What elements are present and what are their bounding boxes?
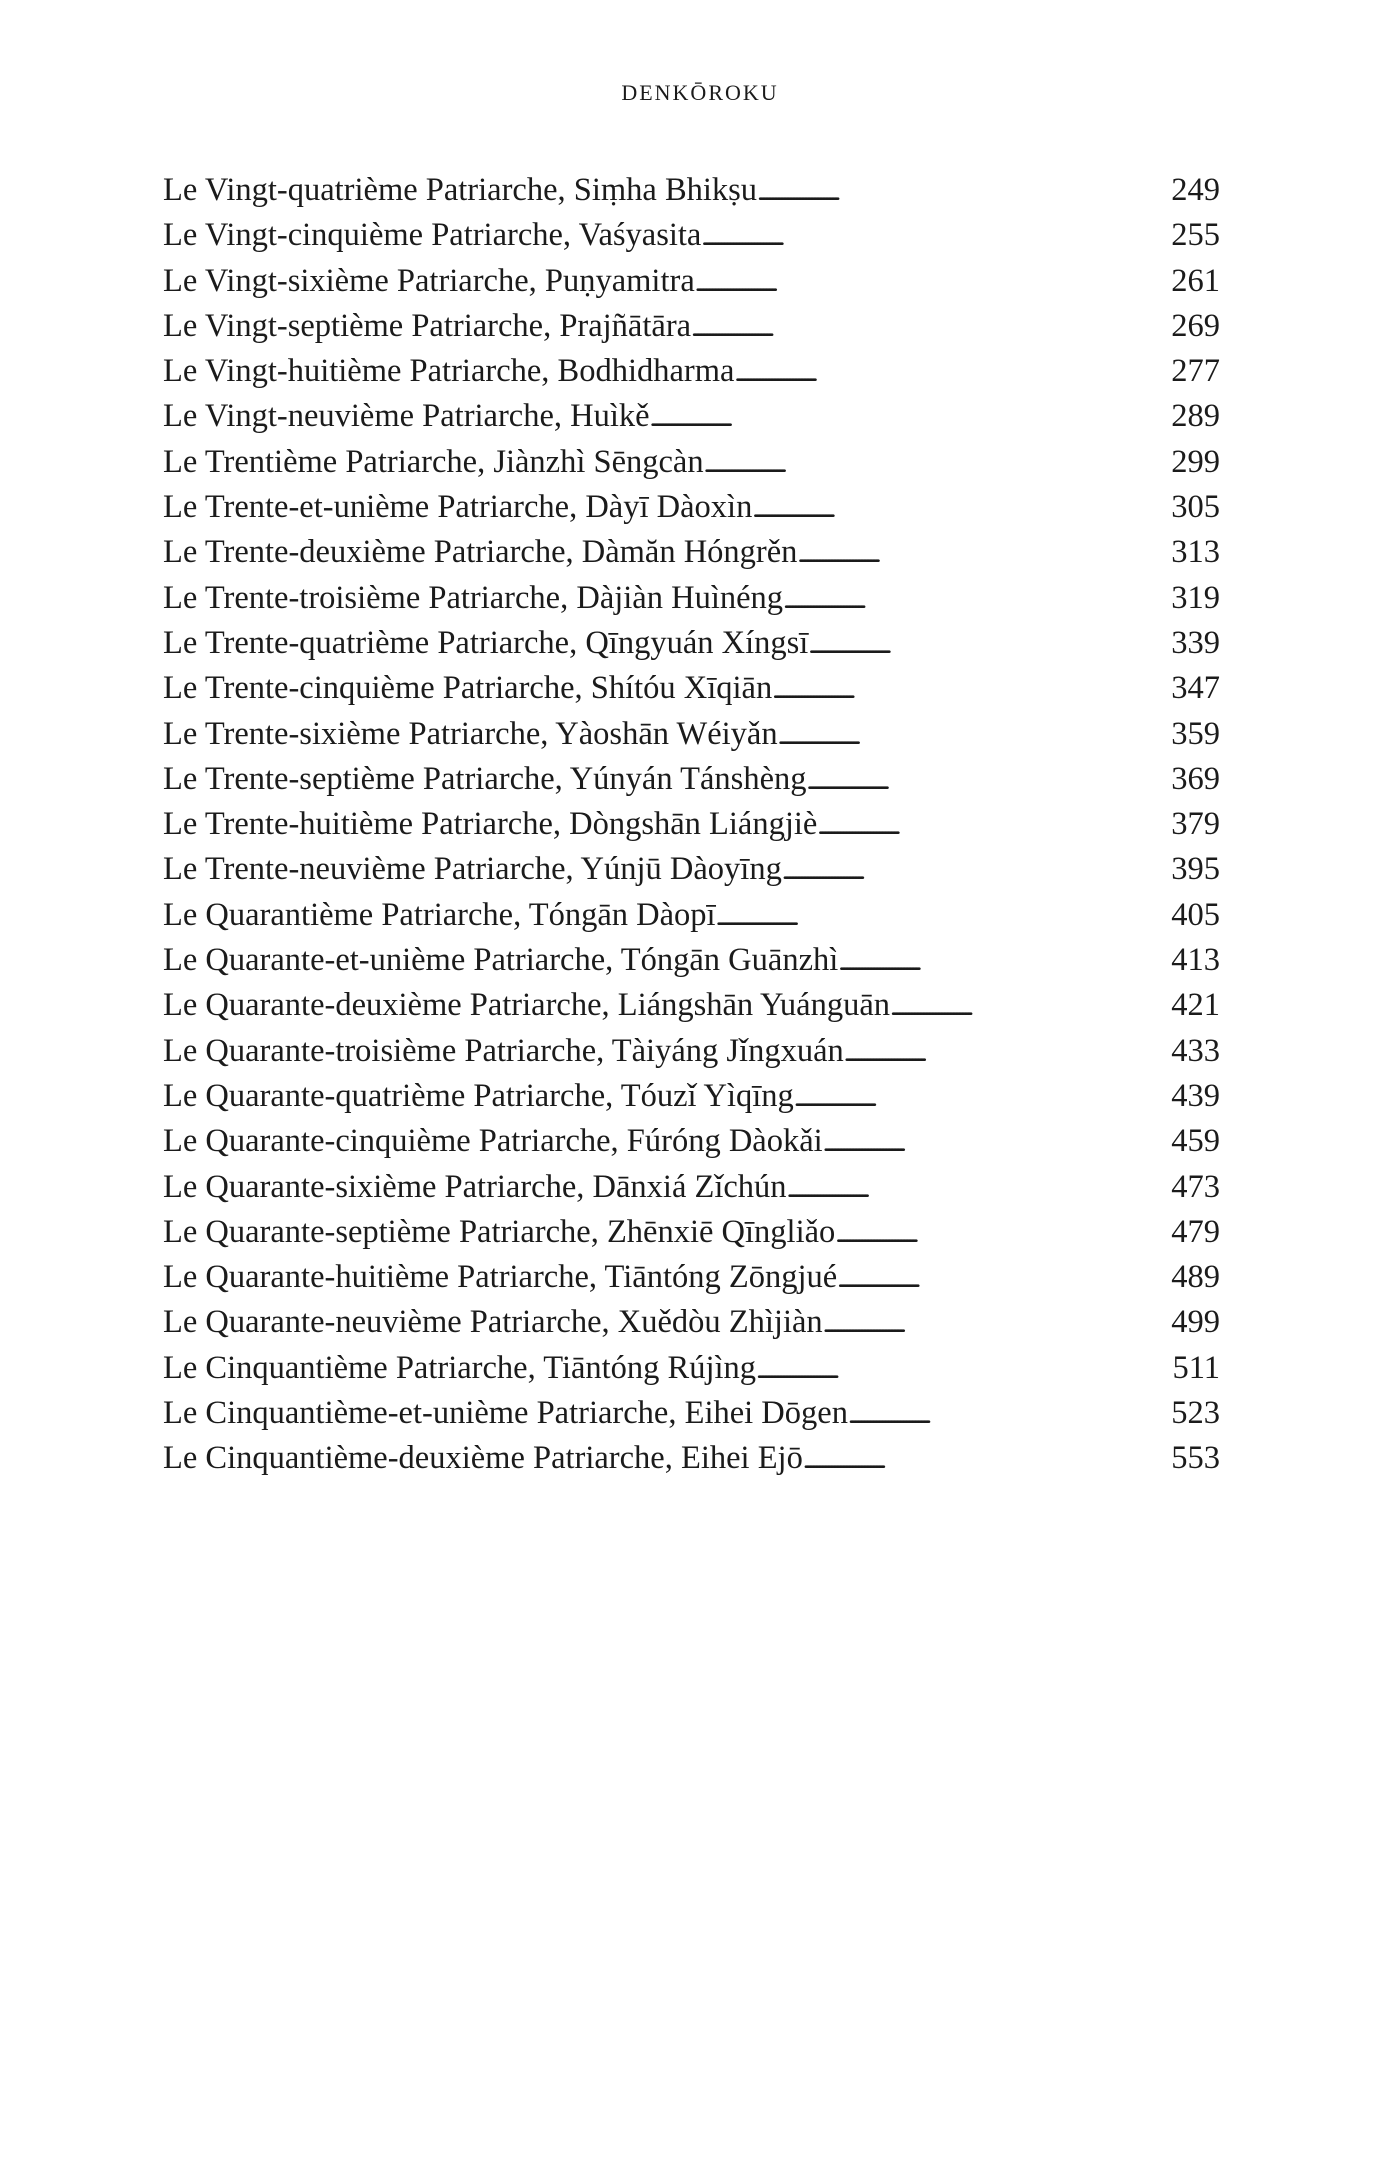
- toc-entry-page: 319: [1171, 579, 1220, 616]
- toc-entry-leader: [163, 1165, 1128, 1212]
- toc-entry-page: 479: [1171, 1213, 1220, 1250]
- toc-entry-page: 249: [1171, 172, 1220, 208]
- toc-entry-page: 379: [1171, 806, 1220, 843]
- toc-entry-title: Le Trente-neuvième Patriarche, Yúnjū Dàoyīng: [163, 851, 782, 888]
- toc-entry-leader: [163, 168, 1128, 215]
- toc-entry-leader: [163, 304, 1128, 351]
- toc-entry-leader: [163, 1436, 1128, 1483]
- toc-entry-title: Le Trente-troisième Patriarche, Dàjiàn Huìnéng: [163, 579, 784, 616]
- toc-entry-page: 339: [1171, 624, 1220, 661]
- toc-entry-page: 421: [1171, 987, 1220, 1024]
- toc-entry-title: Le Quarante-sixième Patriarche, Dānxiá Zǐchún: [163, 1168, 787, 1205]
- toc-entry: [163, 259, 1220, 304]
- toc-entry-title: Le Trentième Patriarche, Jiànzhì Sēngcàn: [163, 443, 704, 480]
- toc-entry-title: Le Quarante-deuxième Patriarche, Liángshān Yuánguān: [163, 987, 891, 1024]
- toc-entry-title: Le Vingt-cinquième Patriarche, Vaśyasita: [163, 217, 702, 254]
- toc-entry-title: Le Vingt-sixième Patriarche, Puṇyamitra: [163, 262, 695, 299]
- toc-entry-leader: [163, 802, 1128, 849]
- toc-entry: [163, 530, 1220, 575]
- toc-entry-page: 511: [1172, 1349, 1220, 1386]
- toc-entry: [163, 576, 1220, 621]
- toc-entry-leader: [163, 576, 1128, 623]
- toc-entry-leader: [163, 530, 1128, 577]
- toc-entry-leader: [163, 847, 1128, 894]
- toc-entry-leader: [163, 213, 1128, 260]
- toc-entry-page: 269: [1171, 307, 1220, 344]
- toc-entry: [163, 1119, 1220, 1164]
- toc-entry-title: Le Vingt-septième Patriarche, Prajñātāra: [163, 307, 692, 344]
- toc-entry: [163, 440, 1220, 485]
- toc-entry-leader: [163, 1346, 1128, 1393]
- toc-entry-leader: [163, 485, 1128, 532]
- toc-entry-page: 313: [1171, 534, 1220, 571]
- toc-entry-page: 369: [1171, 760, 1220, 797]
- toc-entry: [163, 349, 1220, 394]
- toc-entry: [163, 304, 1220, 349]
- toc-entry-leader: [163, 1255, 1128, 1302]
- toc-entry: [163, 893, 1220, 938]
- toc-entry-title: Le Trente-quatrième Patriarche, Qīngyuán Xíngsī: [163, 624, 809, 661]
- toc-entry-page: 523: [1171, 1395, 1220, 1432]
- running-head: DENKŌROKU: [621, 80, 779, 105]
- toc-entry-leader: [163, 983, 1128, 1030]
- toc-entry-leader: [163, 1074, 1128, 1121]
- toc-entry-title: Le Cinquantième Patriarche, Tiāntóng Rújìng: [163, 1349, 757, 1386]
- toc-entry-leader: [163, 757, 1128, 804]
- toc-entry: [163, 757, 1220, 802]
- toc-entry-title: Le Quarante-huitième Patriarche, Tiāntóng Zōngjué: [163, 1259, 838, 1296]
- toc-entry-page: 289: [1171, 398, 1220, 435]
- toc-entry-title: Le Trente-cinquième Patriarche, Shítóu Xīqiān: [163, 670, 773, 707]
- toc-entry: [163, 394, 1220, 439]
- toc-entry-title: Le Trente-et-unième Patriarche, Dàyī Dàoxìn: [163, 489, 753, 526]
- toc-entry-leader: [163, 621, 1128, 668]
- toc-entry-title: Le Quarante-troisième Patriarche, Tàiyáng Jǐngxuán: [163, 1032, 844, 1069]
- toc-entry: [163, 1346, 1220, 1391]
- toc-entry-page: 473: [1171, 1168, 1220, 1205]
- toc-entry-page: 413: [1171, 942, 1220, 979]
- toc-entry-leader: [163, 1119, 1128, 1166]
- toc-entry: [163, 712, 1220, 757]
- toc-entry-page: 553: [1171, 1440, 1220, 1477]
- toc-entry-page: 433: [1171, 1032, 1220, 1069]
- toc-entry: [163, 1210, 1220, 1255]
- toc-entry: [163, 938, 1220, 983]
- toc-entry-page: 305: [1171, 489, 1220, 526]
- toc-entry: [163, 1436, 1220, 1481]
- toc-entry-page: 299: [1171, 443, 1220, 480]
- toc-entry: [163, 168, 1220, 213]
- toc-entry: [163, 1165, 1220, 1210]
- toc-entry-page: 459: [1171, 1123, 1220, 1160]
- toc-entry: [163, 983, 1220, 1028]
- toc-entry-page: 359: [1171, 715, 1220, 752]
- toc-entry: [163, 1255, 1220, 1300]
- toc-entry-title: Le Trente-huitième Patriarche, Dòngshān Liángjiè: [163, 806, 818, 843]
- toc-entry-leader: [163, 440, 1128, 487]
- toc-entry-title: Le Cinquantième-et-unième Patriarche, Eihei Dōgen: [163, 1395, 848, 1432]
- toc-entry-title: Le Quarante-quatrième Patriarche, Tóuzǐ Yìqīng: [163, 1077, 794, 1114]
- toc-entry: [163, 1300, 1220, 1345]
- toc-entry-leader: [163, 1300, 1128, 1347]
- toc-entry-title: Le Cinquantième-deuxième Patriarche, Eihei Ejō: [163, 1440, 803, 1477]
- toc-entry-leader: [163, 1029, 1128, 1076]
- toc-entry-leader: [163, 712, 1128, 759]
- toc-entry-leader: [163, 666, 1128, 713]
- toc-entry-title: Le Quarante-neuvième Patriarche, Xuědòu Zhìjiàn: [163, 1304, 823, 1341]
- toc-entry-title: Le Trente-sixième Patriarche, Yàoshān Wéiyǎn: [163, 715, 778, 752]
- toc-entry-page: 261: [1171, 262, 1220, 299]
- toc-entry: [163, 485, 1220, 530]
- toc-entry-leader: [163, 1391, 1128, 1438]
- table-of-contents: [163, 168, 1220, 1482]
- toc-entry: [163, 1029, 1220, 1074]
- toc-entry-page: 439: [1171, 1077, 1220, 1114]
- toc-entry: [163, 213, 1220, 258]
- toc-entry-title: Le Quarante-cinquième Patriarche, Fúróng Dàokǎi: [163, 1123, 823, 1160]
- toc-entry-title: Le Vingt-huitième Patriarche, Bodhidharma: [163, 353, 735, 390]
- toc-entry-leader: [163, 938, 1128, 985]
- toc-entry-page: 347: [1171, 670, 1220, 707]
- toc-entry-page: 395: [1171, 851, 1220, 888]
- toc-entry-leader: [163, 349, 1128, 396]
- toc-entry-page: 277: [1171, 353, 1220, 390]
- toc-entry-title: Le Trente-deuxième Patriarche, Dàmăn Hóngrěn: [163, 534, 798, 571]
- toc-entry-title: Le Quarante-septième Patriarche, Zhēnxiē Qīngliǎo: [163, 1213, 836, 1250]
- toc-entry-page: 489: [1171, 1259, 1220, 1296]
- toc-entry-page: 405: [1171, 896, 1220, 933]
- toc-entry-page: 255: [1171, 217, 1220, 254]
- toc-entry: [163, 666, 1220, 711]
- toc-entry: [163, 1074, 1220, 1119]
- toc-entry-leader: [163, 259, 1128, 306]
- toc-entry: [163, 847, 1220, 892]
- toc-entry-title: Le Vingt-quatrième Patriarche, Siṃha Bhikṣu: [163, 172, 758, 208]
- toc-entry: [163, 802, 1220, 847]
- toc-entry-leader: [163, 394, 1128, 441]
- toc-entry-title: Le Quarante-et-unième Patriarche, Tóngān Guānzhì: [163, 942, 839, 979]
- toc-entry-title: Le Quarantième Patriarche, Tóngān Dàopī: [163, 896, 716, 933]
- toc-entry: [163, 1391, 1220, 1436]
- toc-entry-title: Le Vingt-neuvième Patriarche, Huìkě: [163, 398, 650, 435]
- toc-entry-title: Le Trente-septième Patriarche, Yúnyán Tánshèng: [163, 760, 807, 797]
- toc-entry-leader: [163, 893, 1128, 940]
- toc-entry: [163, 621, 1220, 666]
- toc-entry-leader: [163, 1210, 1128, 1257]
- toc-entry-page: 499: [1171, 1304, 1220, 1341]
